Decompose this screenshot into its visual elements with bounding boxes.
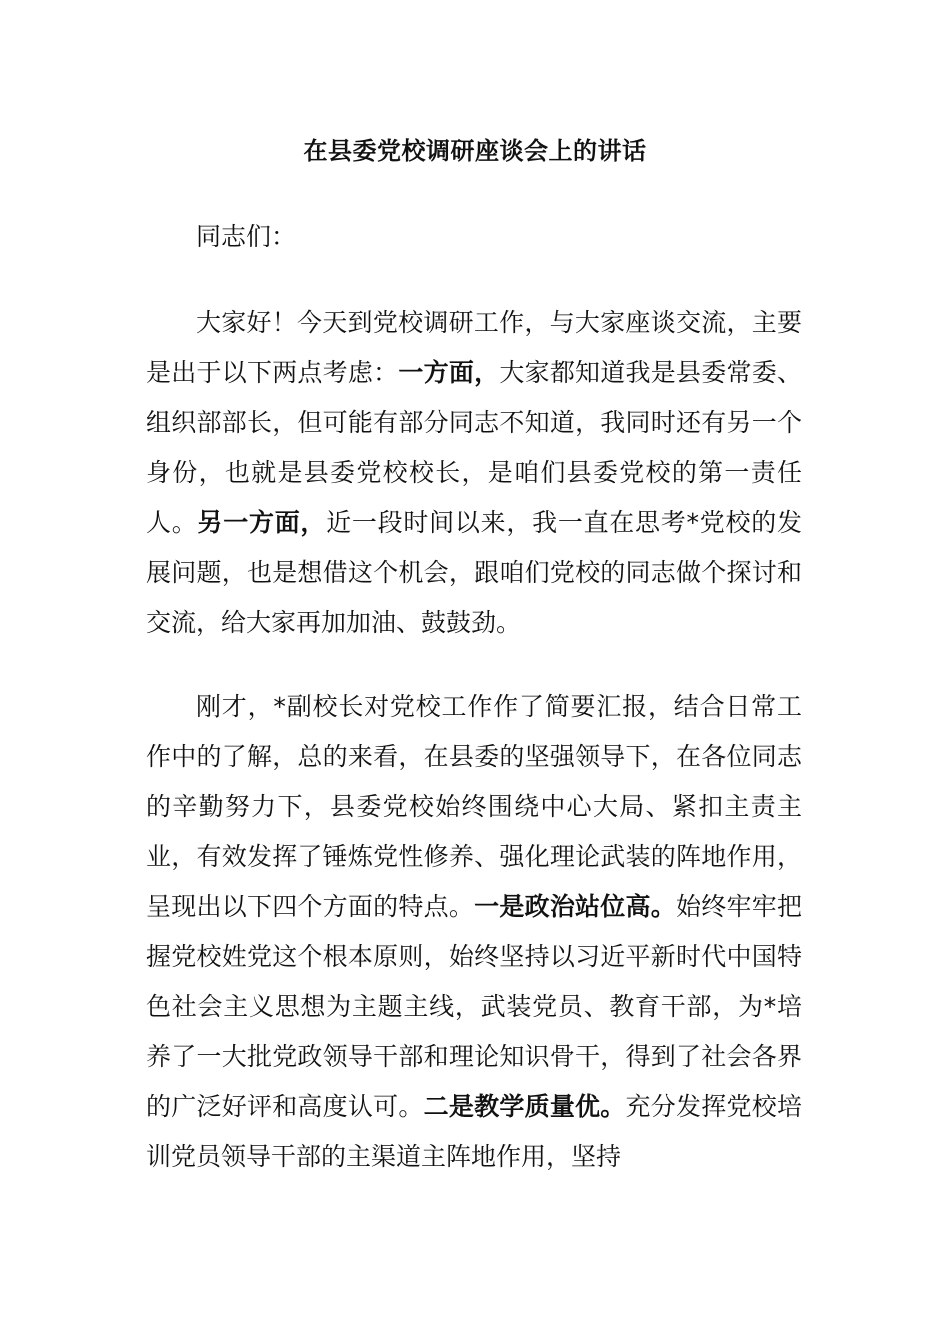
paragraph-2-emphasis-2: 二是教学质量优。 bbox=[423, 1092, 626, 1121]
paragraph-1-emphasis-1: 一方面， bbox=[398, 358, 500, 387]
paragraph-2-text-1: 刚才，*副校长对党校工作作了简要汇报，结合日常工作中的了解，总的来看，在县委的坚强领导下，在各位同志的辛勤努力下，县委党校始终围绕中心大局、紧扣主责主业，有效发挥了锤炼党性修养、强化理论武装的阵地作用，呈现出以下四个方面的特点。 bbox=[146, 692, 802, 921]
paragraph-2-text-3: 充分发挥党校培训党员领导干部的主渠道主阵地作用，坚持 bbox=[146, 1092, 802, 1171]
paragraph-1-emphasis-2: 另一方面， bbox=[197, 508, 327, 537]
paragraph-2 bbox=[146, 682, 802, 1182]
paragraph-1 bbox=[146, 298, 802, 648]
paragraph-1-text-3: 近一段时间以来，我一直在思考*党校的发展问题，也是想借这个机会，跟咱们党校的同志做个探讨和交流，给大家再加加油、鼓鼓劲。 bbox=[146, 508, 802, 637]
paragraph-1-text-1: 大家好！今天到党校调研工作，与大家座谈交流，主要是出于以下两点考虑： bbox=[146, 308, 802, 387]
paragraph-2-emphasis-1: 一是政治站位高。 bbox=[474, 892, 677, 921]
paragraph-2-text-2: 始终牢牢把握党校姓党这个根本原则，始终坚持以习近平新时代中国特色社会主义思想为主题主线，武装党员、教育干部，为*培养了一大批党政领导干部和理论知识骨干，得到了社会各界的广泛好评和高度认可。 bbox=[146, 892, 802, 1121]
greeting: 同志们： bbox=[196, 222, 297, 251]
paragraph-1-text-2: 大家都知道我是县委常委、组织部部长，但可能有部分同志不知道，我同时还有另一个身份，也就是县委党校校长，是咱们县委党校的第一责任人。 bbox=[146, 358, 802, 537]
document-title: 在县委党校调研座谈会上的讲话 bbox=[303, 137, 647, 165]
